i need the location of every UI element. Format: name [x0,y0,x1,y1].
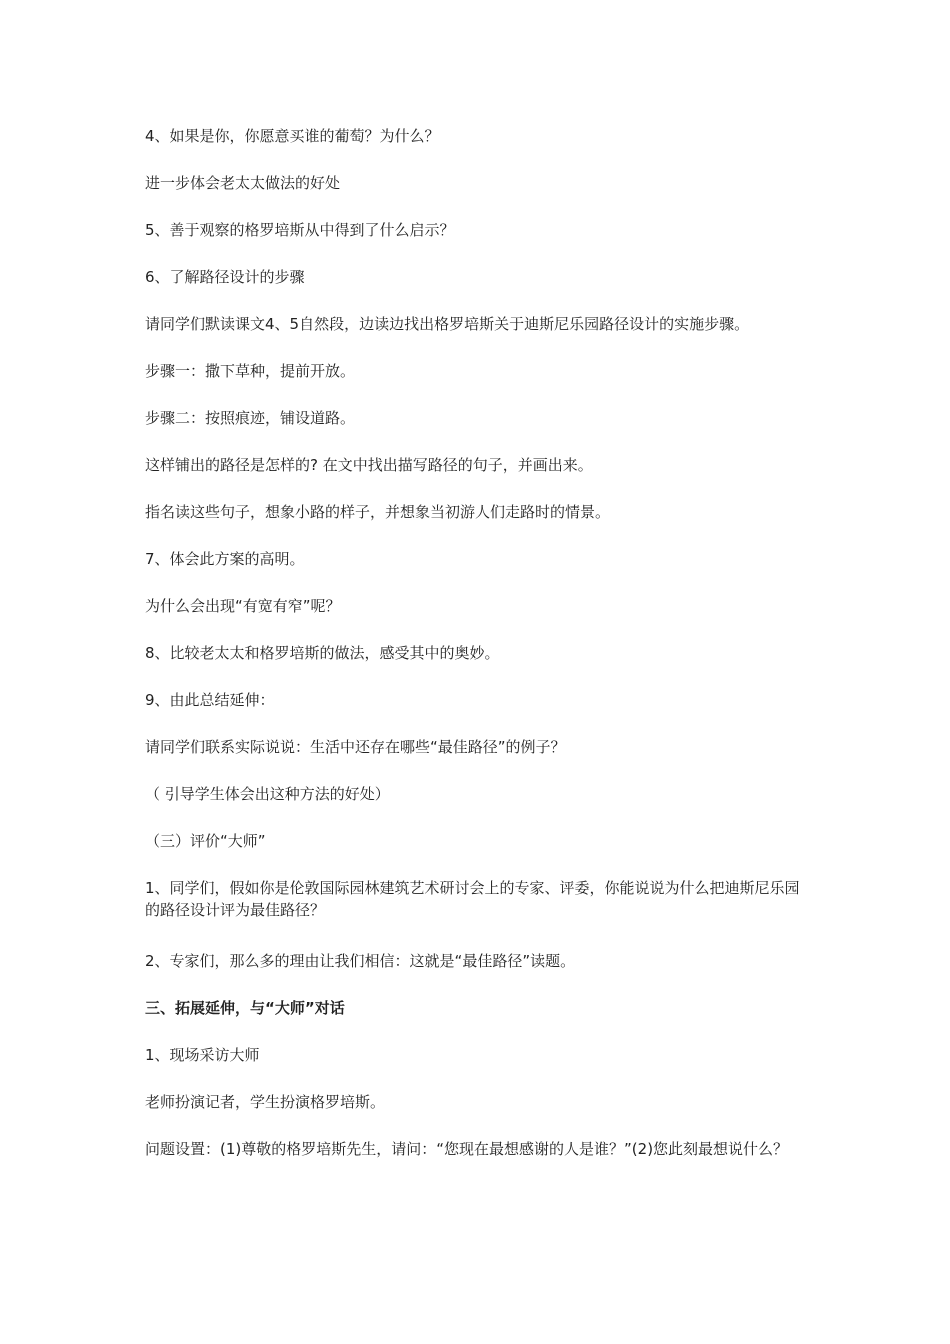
paragraph-read-sentences: 指名读这些句子，想象小路的样子，并想象当初游人们走路时的情景。 [145,503,611,521]
paragraph-step-one: 步骤一：撒下草种，提前开放。 [145,362,356,380]
paragraph-experts-reason: 2、专家们，那么多的理由让我们相信：这就是“最佳路径”读题。 [145,952,576,970]
section-heading-extension: 三、拓展延伸，与“大师”对话 [145,999,345,1017]
paragraph-q4: 4、如果是你，你愿意买谁的葡萄？为什么？ [145,127,440,145]
paragraph-read-instruction: 请同学们默读课文4、5自然段，边读边找出格罗培斯关于迪斯尼乐园路径设计的实施步骤。 [145,315,750,333]
paragraph-grandma-benefit: 进一步体会老太太做法的好处 [145,174,341,192]
paragraph-q9: 9、由此总结延伸： [145,691,275,709]
paragraph-path-question: 这样铺出的路径是怎样的? 在文中找出描写路径的句子，并画出来。 [145,456,593,474]
paragraph-q8: 8、比较老太太和格罗培斯的做法，感受其中的奥妙。 [145,644,500,662]
paragraph-interview: 1、现场采访大师 [145,1046,260,1064]
paragraph-step-two: 步骤二：按照痕迹，铺设道路。 [145,409,356,427]
paragraph-real-examples: 请同学们联系实际说说：生活中还存在哪些“最佳路径”的例子？ [145,738,566,756]
paragraph-guide-note: （ 引导学生体会出这种方法的好处） [145,785,390,803]
paragraph-q5: 5、善于观察的格罗培斯从中得到了什么启示？ [145,221,455,239]
paragraph-expert-question: 1、同学们，假如你是伦敦国际园林建筑艺术研讨会上的专家、评委，你能说说为什么把迪斯尼乐园的路径设计评为最佳路径？ [145,879,800,919]
paragraph-why-width: 为什么会出现“有宽有窄”呢？ [145,597,341,615]
paragraph-roleplay: 老师扮演记者，学生扮演格罗培斯。 [145,1093,386,1111]
paragraph-q6: 6、了解路径设计的步骤 [145,268,305,286]
paragraph-q7: 7、体会此方案的高明。 [145,550,305,568]
paragraph-question-setup: 问题设置：(1)尊敬的格罗培斯先生，请问：“您现在最想感谢的人是谁？”(2)您此刻最想说什么？ [145,1140,789,1158]
paragraph-evaluate-heading: （三）评价“大师” [145,832,266,850]
